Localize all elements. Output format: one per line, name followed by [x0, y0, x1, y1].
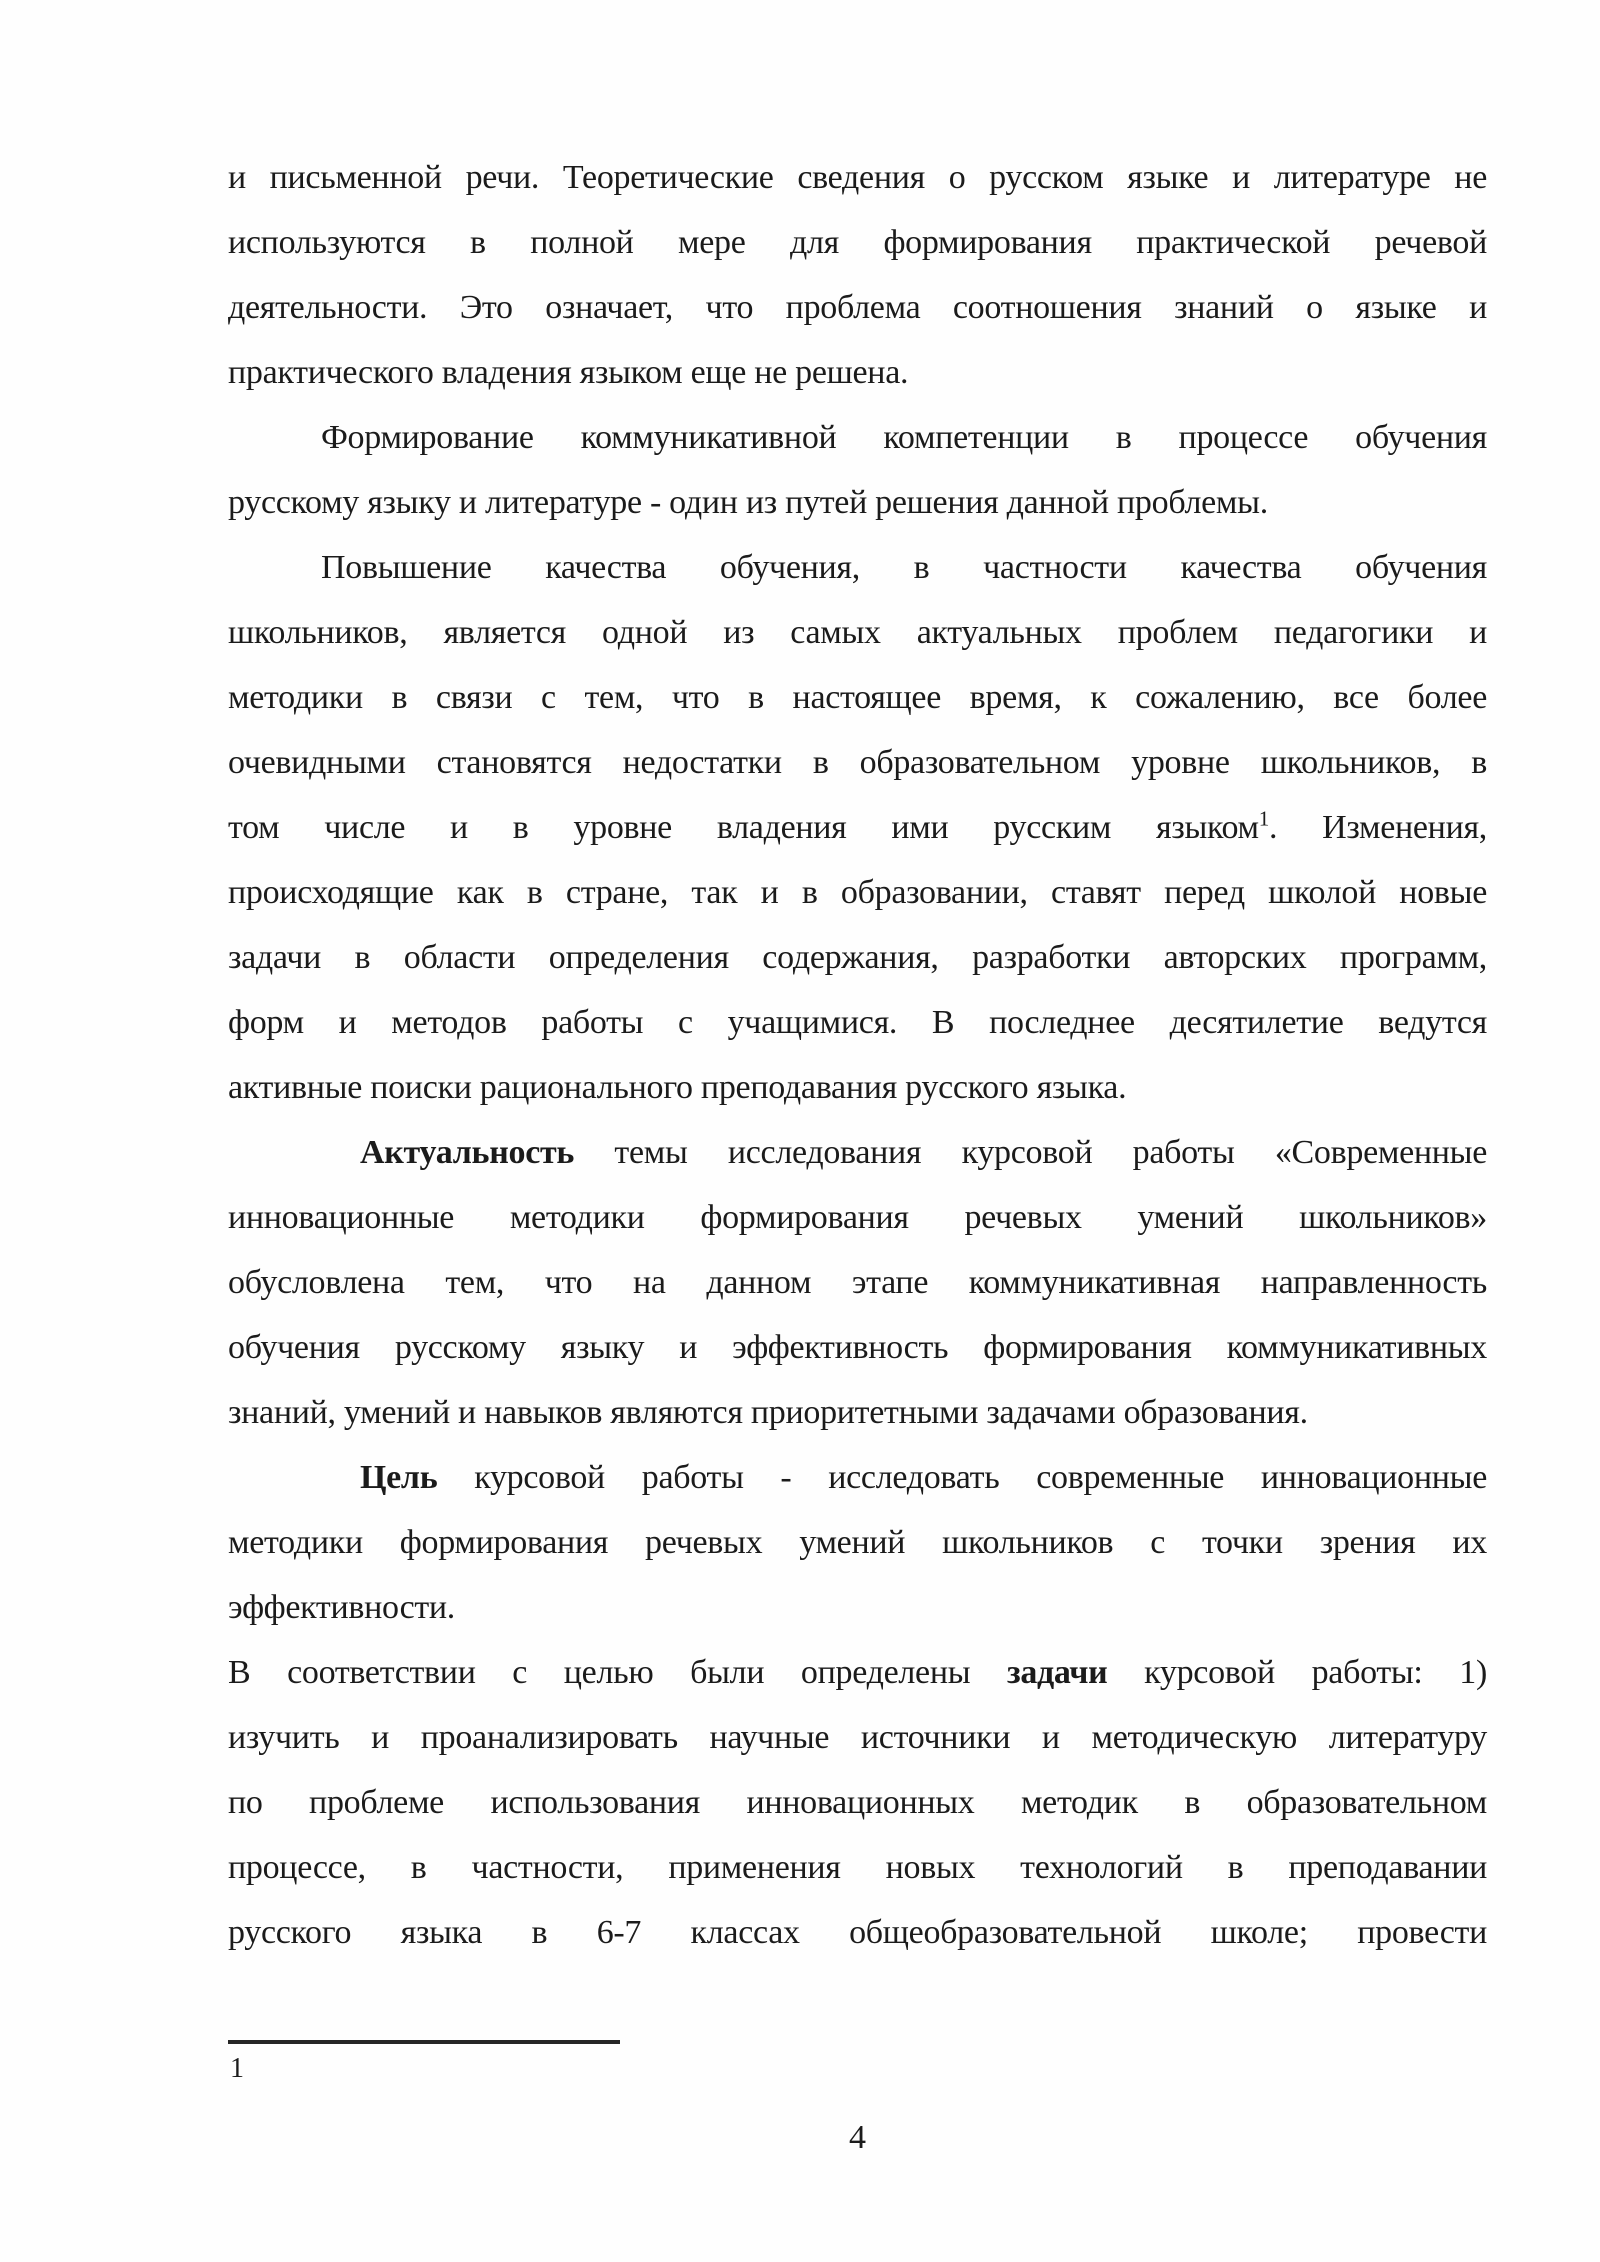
bold-term: Цель [360, 1459, 438, 1496]
page-number: 4 [849, 2119, 866, 2156]
text-line [228, 1900, 1487, 1965]
text-line [228, 1510, 1487, 1575]
text-segment: эффективности. [228, 1589, 456, 1626]
text-line [228, 1575, 1487, 1640]
text-segment: происходящие как в стране, так и в образовании, ставят перед школой новые [228, 874, 1487, 911]
text-segment: Формирование коммуникативной компетенции в процессе обучения [321, 419, 1487, 456]
text-line [228, 1315, 1487, 1380]
text-segment: обучения русскому языку и эффективность формирования коммуникативных [228, 1329, 1487, 1366]
text-line [228, 1770, 1487, 1835]
text-segment: русского языка в 6-7 классах общеобразовательной школе; провести [228, 1914, 1487, 1951]
paragraph [228, 145, 1487, 405]
text-segment: активные поиски рационального преподавания русского языка. [228, 1069, 1127, 1106]
text-segment: методики формирования речевых умений школьников с точки зрения их [228, 1524, 1487, 1561]
text-line [228, 665, 1487, 730]
text-line [228, 1380, 1487, 1445]
text-line [228, 600, 1487, 665]
text-line [228, 1445, 1487, 1510]
text-segment: . Изменения, [1269, 809, 1488, 846]
text-line [228, 1250, 1487, 1315]
text-line [228, 990, 1487, 1055]
paragraph [228, 1640, 1487, 1965]
text-line [228, 405, 1487, 470]
text-segment: школьников, является одной из самых актуальных проблем педагогики и [228, 614, 1487, 651]
paragraph [228, 1445, 1487, 1640]
text-segment: русскому языку и литературе - один из путей решения данной проблемы. [228, 484, 1268, 521]
text-segment: задачи в области определения содержания, разработки авторских программ, [228, 939, 1487, 976]
text-segment: В соответствии с целью были определены [228, 1654, 1007, 1691]
text-line [228, 145, 1487, 210]
text-segment: темы исследования курсовой работы «Современные [574, 1134, 1487, 1171]
text-line [228, 1705, 1487, 1770]
paragraph [228, 405, 1487, 535]
text-segment: процессе, в частности, применения новых технологий в преподавании [228, 1849, 1487, 1886]
text-line [228, 210, 1487, 275]
text-segment: по проблеме использования инновационных методик в образовательном [228, 1784, 1487, 1821]
text-line [228, 795, 1487, 860]
footnote-separator [228, 2040, 620, 2044]
text-line [228, 535, 1487, 600]
text-line [228, 925, 1487, 990]
text-segment: изучить и проанализировать научные источники и методическую литературу [228, 1719, 1487, 1756]
text-segment: курсовой работы: 1) [1107, 1654, 1487, 1691]
text-segment: используются в полной мере для формирования практической речевой [228, 224, 1487, 261]
text-segment: знаний, умений и навыков являются приоритетными задачами образования. [228, 1394, 1308, 1431]
text-segment: практического владения языком еще не решена. [228, 354, 909, 391]
text-line [228, 1185, 1487, 1250]
paragraph [228, 1120, 1487, 1445]
text-line [228, 340, 1487, 405]
text-block [228, 145, 1487, 1965]
text-line [228, 470, 1487, 535]
footnote-reference: 1 [1258, 806, 1270, 831]
text-line [228, 275, 1487, 340]
text-segment: Повышение качества обучения, в частности качества обучения [321, 549, 1487, 586]
text-line [228, 1055, 1487, 1120]
text-segment: том числе и в уровне владения ими русским языком [228, 809, 1259, 846]
text-segment: курсовой работы - исследовать современные инновационные [437, 1459, 1487, 1496]
text-line [228, 1640, 1487, 1705]
text-line [228, 1835, 1487, 1900]
bold-term: Актуальность [360, 1134, 575, 1171]
text-line [228, 860, 1487, 925]
text-segment: методики в связи с тем, что в настоящее время, к сожалению, все более [228, 679, 1487, 716]
text-segment: и письменной речи. Теоретические сведения о русском языке и литературе не [228, 159, 1487, 196]
text-segment: форм и методов работы с учащимися. В последнее десятилетие ведутся [228, 1004, 1487, 1041]
text-segment: инновационные методики формирования речевых умений школьников» [228, 1199, 1487, 1236]
text-segment: очевидными становятся недостатки в образовательном уровне школьников, в [228, 744, 1487, 781]
footnote-marker: 1 [230, 2053, 244, 2084]
paragraph [228, 535, 1487, 1120]
text-segment: деятельности. Это означает, что проблема соотношения знаний о языке и [228, 289, 1487, 326]
text-line [228, 730, 1487, 795]
bold-term: задачи [1006, 1654, 1108, 1691]
text-line [228, 1120, 1487, 1185]
text-segment: обусловлена тем, что на данном этапе коммуникативная направленность [228, 1264, 1487, 1301]
